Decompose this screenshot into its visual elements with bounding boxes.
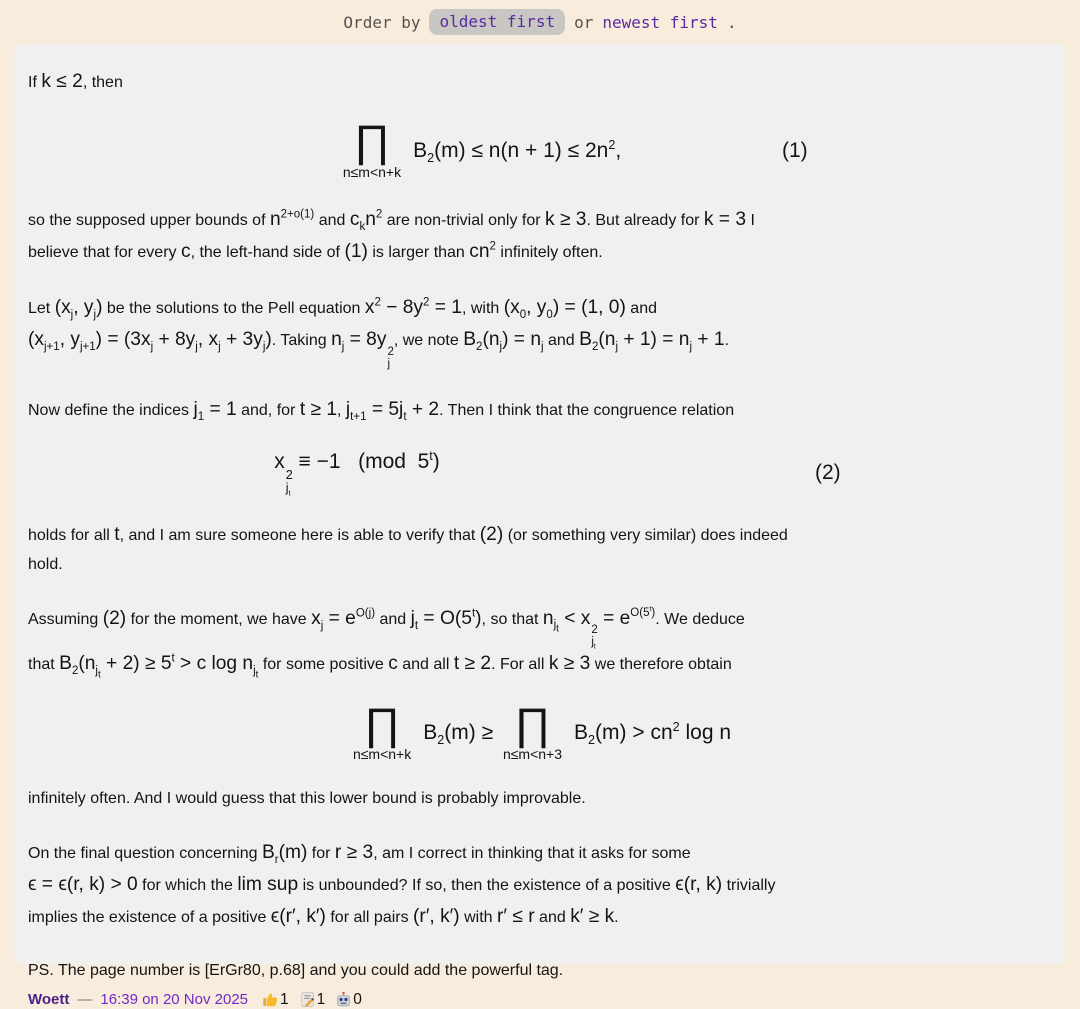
order-suffix: . [726, 12, 737, 32]
equation-1-number: (1) [782, 138, 808, 162]
reaction-memo[interactable] [299, 991, 326, 1009]
equation-2-number: (2) [815, 460, 841, 484]
oldest-first-button[interactable]: oldest first [429, 9, 565, 35]
equation-products [28, 699, 1052, 762]
reaction-robot[interactable] [335, 991, 362, 1009]
thumbs-up-icon [262, 991, 279, 1008]
author-link[interactable]: Woett [28, 991, 70, 1008]
newest-first-link[interactable]: newest first [602, 12, 718, 32]
memo-icon [299, 991, 316, 1008]
thumbs-up-count: 1 [280, 990, 289, 1008]
post-meta [28, 991, 1052, 1009]
equation-products-content: ∏ n≤m<n+k $B_2(m)$ ≥ ∏ n≤m<n+3 $B_2(m) > cn^2$ log n [352, 699, 732, 762]
paragraph-holds-for-all-t: holds for all t, and I am sure someone here is able to verify that (2) (or something very similar) does indeed hold. [28, 524, 788, 573]
order-by-label: Order by [343, 12, 421, 32]
order-bar [0, 0, 1080, 44]
equation-2 [28, 449, 1052, 498]
answer-post [14, 44, 1066, 1008]
paragraph-ps: PS. The page number is [ErGr80, p.68] and you could add the powerful tag. [28, 961, 564, 979]
robot-count: 0 [353, 990, 362, 1008]
timestamp-link[interactable]: 16:39 on 20 Nov 2025 [100, 991, 249, 1008]
paragraph-indices: Now define the indices $j_1 = 1$ and, for t ≥ 1, $j_{t+1} = 5j_t + 2$. Then I think that the congruence relation [28, 399, 735, 424]
paragraph-final-question: On the final question concerning $B_r(m)$ for r ≥ 3, am I correct in thinking that it asks for some ϵ = ϵ(r, k) > 0 for which the lim sup is unbounded? If so, then the existence of a positive ϵ(r, k) trivially implies the existence of a positive ϵ(r′, k′) for all pairs (r′, k′) with r′ ≤ r and k′ ≥ k. [28, 841, 776, 928]
memo-count: 1 [316, 990, 326, 1008]
equation-1 [28, 117, 1052, 180]
meta-separator: — [77, 991, 93, 1008]
reactions [262, 991, 362, 1009]
paragraph-pell-equation: Let ($x_j$, $y_j$) be the solutions to the Pell equation $x^2 - 8y^2 = 1$, with ($x_0$, $y_0) = (1$, 0) and ($x_{j+1}$, $y_{j+1}) = (3x_j + 8y_j$, $x_j + 3y_j$). Taking $n_j = 8y$ 2 j , we note $B_2(n_j) = n_j$ and $B_2(n_j + 1) = n_j + 1$. [28, 296, 730, 371]
robot-icon [335, 991, 352, 1008]
paragraph-intro: If k ≤ 2, then [28, 71, 123, 92]
reaction-thumbs-up[interactable] [262, 991, 289, 1009]
paragraph-assuming: Assuming (2) for the moment, we have $x_j = e^{O(j)}$ and $j_t = O(5^t)$, so that $n_{j_t} < x$ 2 $j_t$ = $e^{O(5^t)}$. We deduce that $B_2(n_{j_t} + 2) \ge 5^t > c$ $\log n_{j_t}$ for some positive c and all t ≥ 2. For all k ≥ 3 we therefore obtain [28, 606, 745, 681]
paragraph-upper-bounds: so the supposed upper bounds of $n^{2+o(1)}$ and $c_kn^2$ are non-trivial only for k ≥ 3. But already for k = 3 I believe that for every c, the left-hand side of (1) is larger than $cn^2$ infinitely often. [28, 208, 755, 262]
or-label: or [574, 12, 594, 32]
equation-2-content: x 2 $j_t$ ≡ −1 (mod 5$^t$) [274, 449, 440, 498]
equation-1-content: ∏ n≤m<n+k $B_2(m) \le n(n + 1) \le 2n^2$, [342, 117, 622, 180]
paragraph-infinitely-often: infinitely often. And I would guess that this lower bound is probably improvable. [28, 790, 586, 807]
